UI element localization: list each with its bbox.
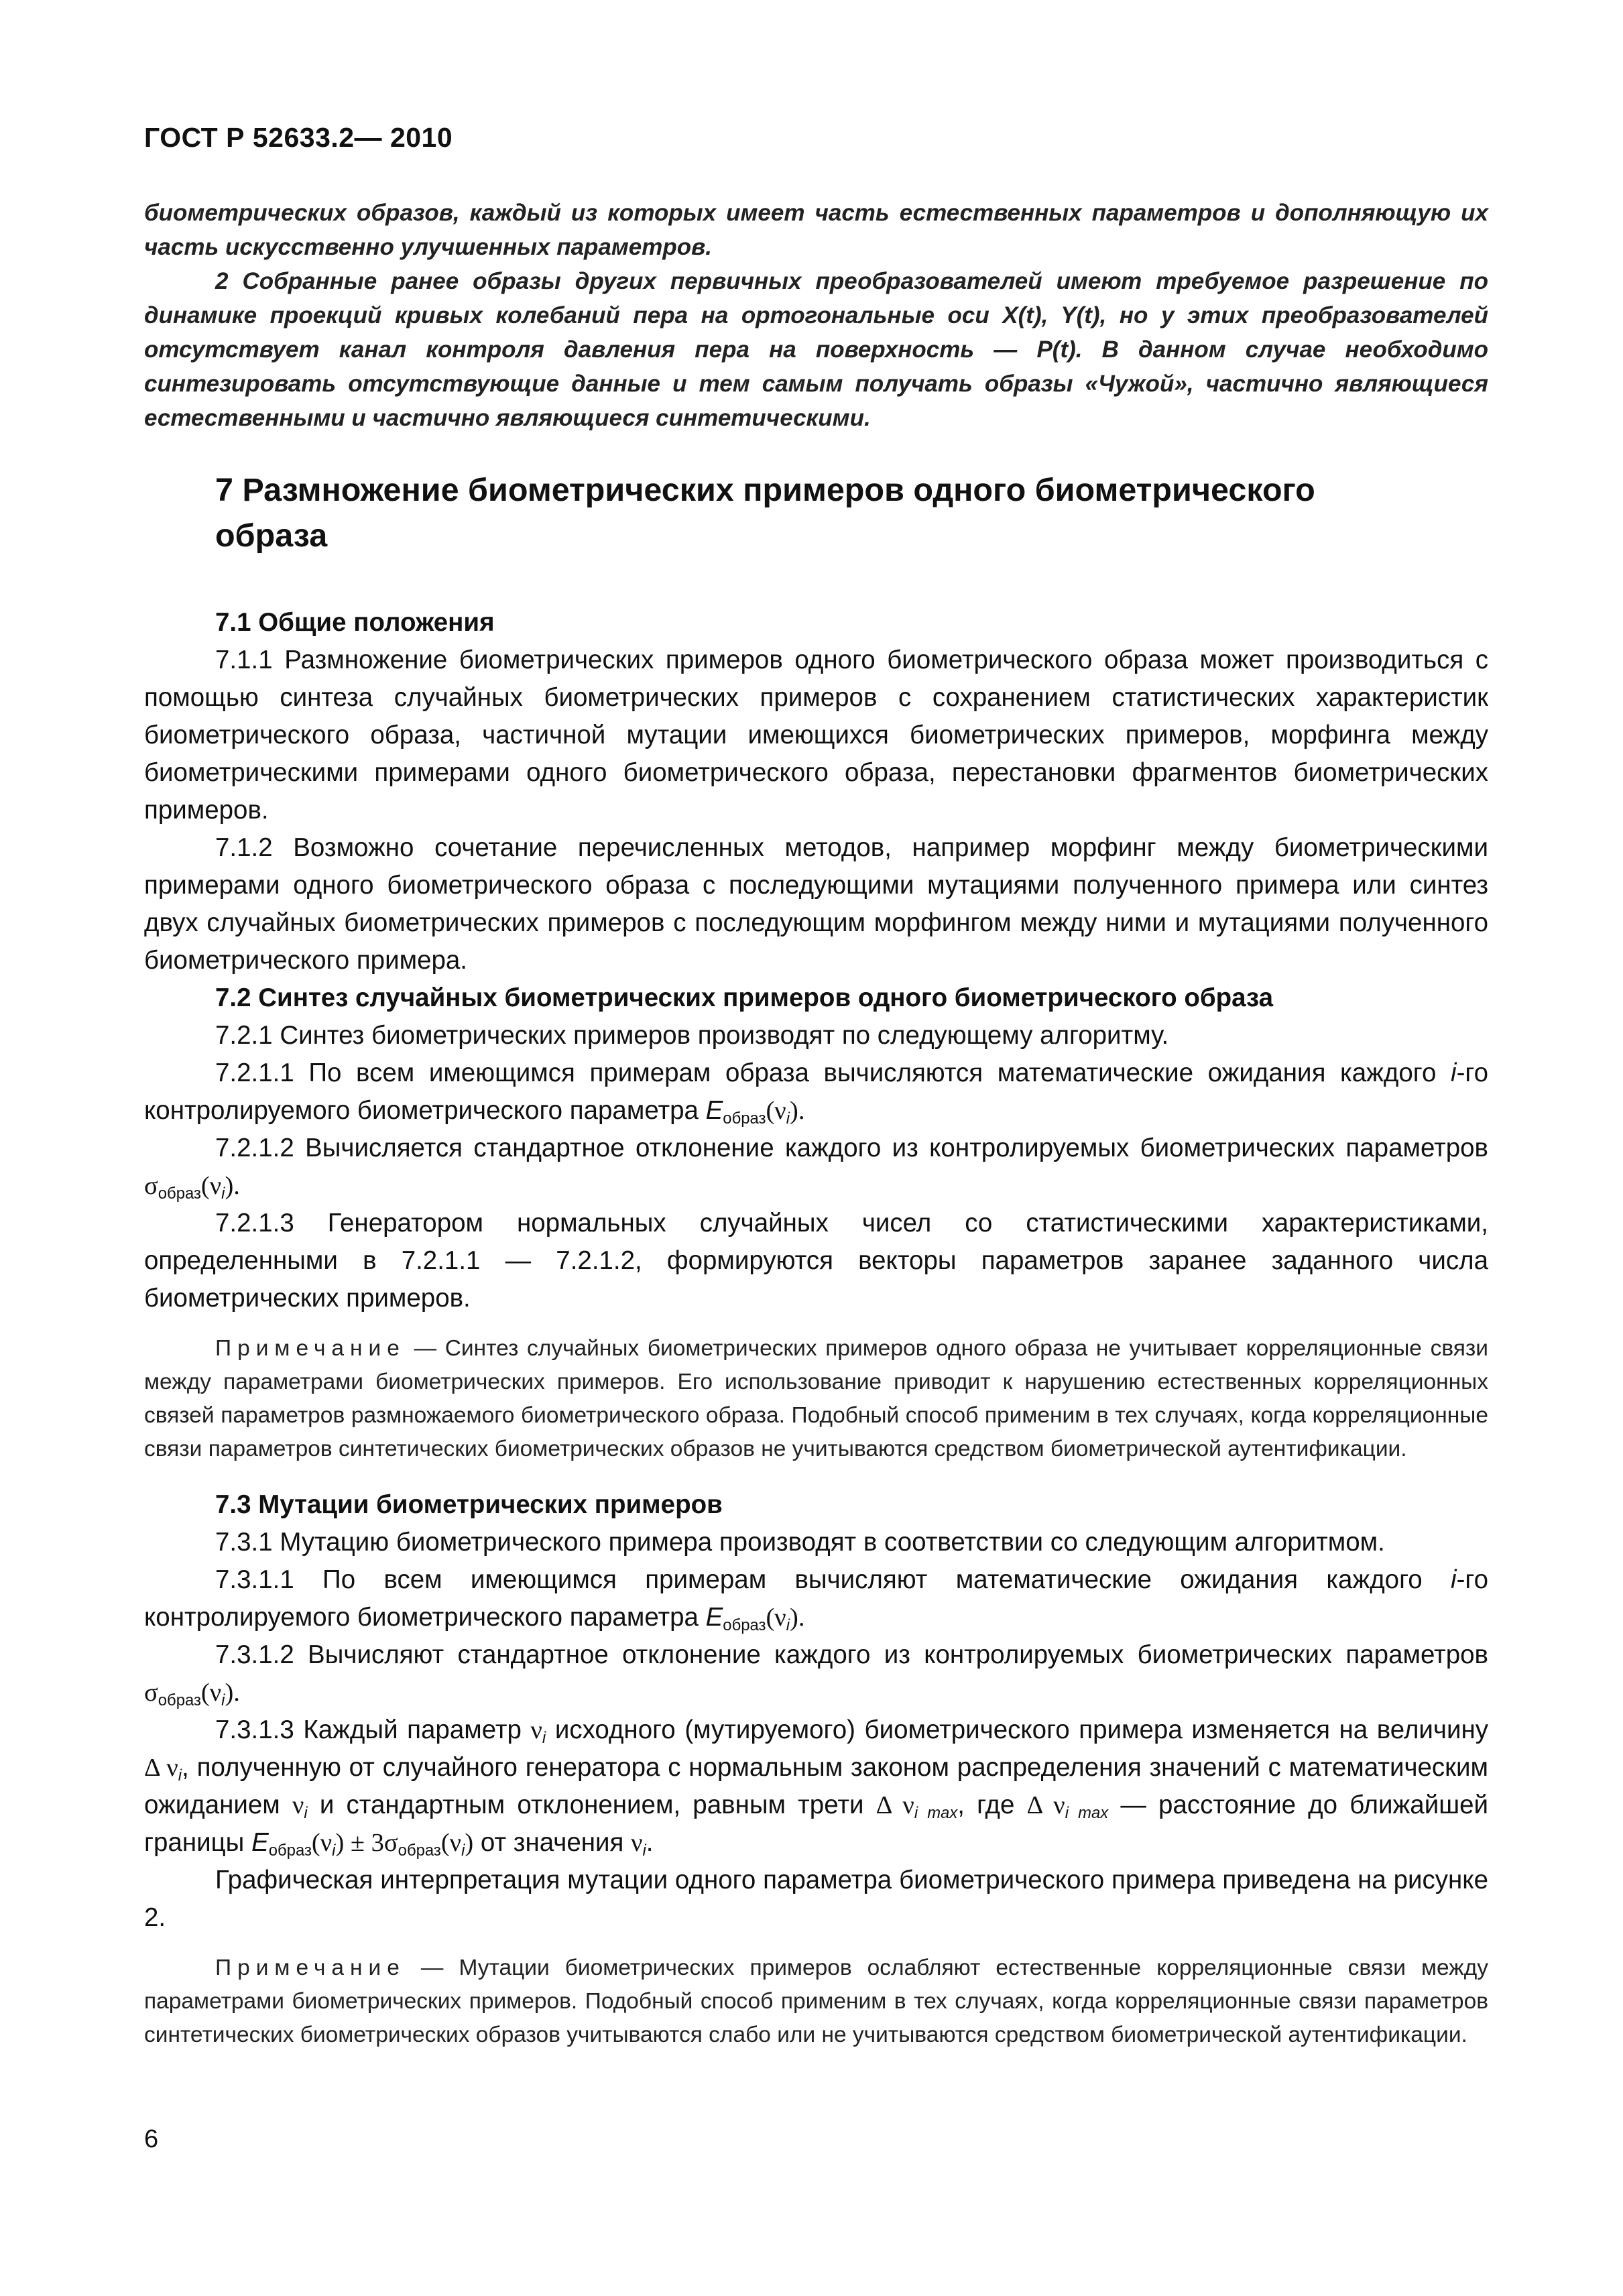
intro-paragraph-1: биометрических образов, каждый из которых имеет часть естественных параметров и дополняющую их часть искусственно улучшенных параметров.	[144, 200, 1488, 260]
paragraph-7-2-1: 7.2.1 Синтез биометрических примеров производят по следующему алгоритму.	[215, 1021, 1169, 1050]
paragraph-7-1-1: 7.1.1 Размножение биометрических примеров одного биометрического образа может производиться с помощью синтеза случайных биометрических примеров с сохранением статистических характеристик биометрического образа, частичной мутации имеющихся биометрических примеров, морфинга между биометрическими примерами одного биометрического образа, перестановки фрагментов биометрических примеров.	[144, 646, 1488, 825]
paragraph-7-2-1-1: 7.2.1.1 По всем имеющимся примерам образа вычисляются математические ожидания каждого i-го контролируемого биометрического параметра $E_{образ}(\nu_i)$.	[144, 1059, 1488, 1128]
note-2: Примечание — Мутации биометрических примеров ослабляют естественные корреляционные связи между параметрами биометрических примеров. Подобный способ применим в тех случаях, когда корреляционные связи параметров синтетических биометрических образов учитываются слабо или не учитываются средством биометрической аутентификации.	[144, 1955, 1488, 2047]
page-number: 6	[144, 2125, 159, 2153]
paragraph-7-3-1-2: 7.3.1.2 Вычисляют стандартное отклонение каждого из контролируемых биометрических параметров $\sigma_{образ}(\nu_i)$.	[144, 1640, 1488, 1710]
paragraph-7-2-1-3: 7.2.1.3 Генератором нормальных случайных чисел со статистическими характеристиками, определенными в 7.2.1.1 — 7.2.1.2, формируются векторы параметров заранее заданного числа биометрических примеров.	[144, 1209, 1488, 1313]
document-header: ГОСТ Р 52633.2— 2010	[144, 122, 453, 153]
paragraph-7-2-1-2: 7.2.1.2 Вычисляется стандартное отклонение каждого из контролируемых биометрических параметров $\sigma_{образ}(\nu_i)$.	[144, 1134, 1488, 1203]
section-7-title: 7 Размножение биометрических примеров одного биометрического образа	[215, 472, 1315, 554]
paragraph-graphic-interpretation: Графическая интерпретация мутации одного параметра биометрического примера приведена на рисунке 2.	[144, 1866, 1488, 1932]
paragraph-7-3-1-1: 7.3.1.1 По всем имеющимся примерам вычисляют математические ожидания каждого i-го контролируемого биометрического параметра $E_{образ}(\nu_i)$.	[144, 1565, 1488, 1635]
intro-paragraph-2: 2 Собранные ранее образы других первичных преобразователей имеют требуемое разрешение по динамике проекций кривых колебаний пера на ортогональные оси X(t), Y(t), но у этих преобразователей отсутствует канал контроля давления пера на поверхность — P(t). В данном случае необходимо синтезировать отсутствующие данные и тем самым получать образы «Чужой», частично являющиеся естественными и частично являющиеся синтетическими.	[144, 268, 1488, 431]
section-7-3-title: 7.3 Мутации биометрических примеров	[215, 1490, 723, 1519]
note-1: Примечание — Синтез случайных биометрических примеров одного образа не учитывает корреляционные связи между параметрами биометрических примеров. Его использование приводит к нарушению естественных корреляционных связей параметров размножаемого биометрического образа. Подобный способ применим в тех случаях, когда корреляционные связи параметров синтетических биометрических образов не учитываются средством биометрической аутентификации.	[144, 1336, 1488, 1461]
paragraph-7-1-2: 7.1.2 Возможно сочетание перечисленных методов, например морфинг между биометрическими примерами одного биометрического образа с последующими мутациями полученного примера или синтез двух случайных биометрических примеров с последующим морфингом между ними и мутациями полученного биометрического примера.	[144, 833, 1488, 975]
section-7-1-title: 7.1 Общие положения	[215, 608, 495, 637]
paragraph-7-3-1: 7.3.1 Мутацию биометрического примера производят в соответствии со следующим алгоритмом.	[215, 1528, 1385, 1557]
document-body	[144, 196, 1488, 2052]
paragraph-7-3-1-3: 7.3.1.3 Каждый параметр $\nu_i$ исходного (мутируемого) биометрического примера изменяется на величину Δ $\nu_i$, полученную от случайного генератора с нормальным законом распределения значений с математическим ожиданием $\nu_i$ и стандартным отклонением, равным трети Δ $\nu_{i max}$, где Δ $\nu_{i max}$ — расстояние до ближайшей границы $E_{образ}(\nu_i) \pm 3\sigma_{образ}(\nu_i)$ от значения $\nu_i$.	[144, 1715, 1488, 1860]
section-7-2-title: 7.2 Синтез случайных биометрических примеров одного биометрического образа	[215, 983, 1274, 1012]
